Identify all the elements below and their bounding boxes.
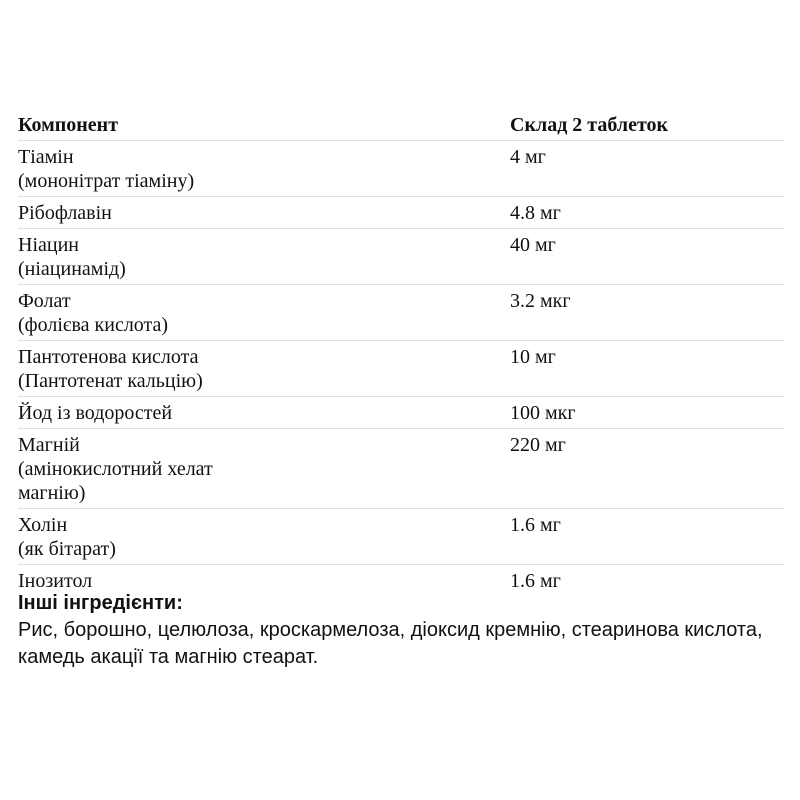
table-row-folate — [18, 285, 784, 341]
component-detail: (як бітарат) — [18, 538, 116, 560]
other-ingredients-text: Рис, борошно, целюлоза, кроскармелоза, діоксид кремнію, стеаринова кислота, камедь акації та магнію стеарат. — [18, 619, 763, 668]
column-header-amount: Склад 2 таблеток — [510, 109, 784, 141]
amount-cell: 220 мг — [510, 429, 784, 509]
table-row-riboflavin — [18, 197, 784, 229]
table-header-row — [18, 109, 784, 141]
amount-cell: 4 мг — [510, 141, 784, 197]
component-detail: (Пантотенат кальцію) — [18, 370, 203, 392]
component-cell — [18, 429, 510, 509]
component-detail: (мононітрат тіаміну) — [18, 170, 195, 192]
component-detail-continued: магнію) — [18, 482, 86, 504]
table-row-magnesium — [18, 429, 784, 509]
ingredients-table — [18, 109, 784, 596]
component-name: Інозитол — [18, 570, 93, 592]
component-name: Магній — [18, 434, 80, 456]
component-cell — [18, 141, 510, 197]
component-name: Холін — [18, 514, 68, 536]
amount-cell: 1.6 мг — [510, 570, 561, 592]
component-detail: (амінокислотний хелат — [18, 458, 213, 480]
other-ingredients-section — [18, 590, 788, 671]
component-name: Фолат — [18, 290, 71, 312]
ingredients-document — [18, 109, 788, 671]
amount-cell: 3.2 мкг — [510, 285, 784, 341]
component-detail: (фолієва кислота) — [18, 314, 169, 336]
component-name: Пантотенова кислота — [18, 346, 199, 368]
amount-cell: 10 мг — [510, 341, 784, 397]
table-row-iodine — [18, 397, 784, 429]
component-cell — [18, 285, 510, 341]
amount-cell: 40 мг — [510, 229, 784, 285]
column-header-component: Компонент — [18, 109, 510, 141]
component-name: Рібофлавін — [18, 202, 112, 224]
component-cell — [18, 397, 510, 429]
component-cell — [18, 197, 510, 229]
component-detail: (ніацинамід) — [18, 258, 126, 280]
amount-cell: 100 мкг — [510, 397, 784, 429]
component-name: Тіамін — [18, 146, 74, 168]
component-cell — [18, 509, 510, 565]
table-row-thiamine — [18, 141, 784, 197]
other-ingredients-title: Інші інгредієнти: — [18, 592, 183, 614]
component-name: Ніацин — [18, 234, 79, 256]
table-row-choline — [18, 509, 784, 565]
component-cell — [18, 341, 510, 397]
component-name: Йод із водоростей — [18, 402, 173, 424]
amount-cell: 1.6 мг — [510, 509, 784, 565]
table-row-niacin — [18, 229, 784, 285]
amount-cell: 4.8 мг — [510, 197, 784, 229]
component-cell — [18, 229, 510, 285]
table-row-pantothenic-acid — [18, 341, 784, 397]
